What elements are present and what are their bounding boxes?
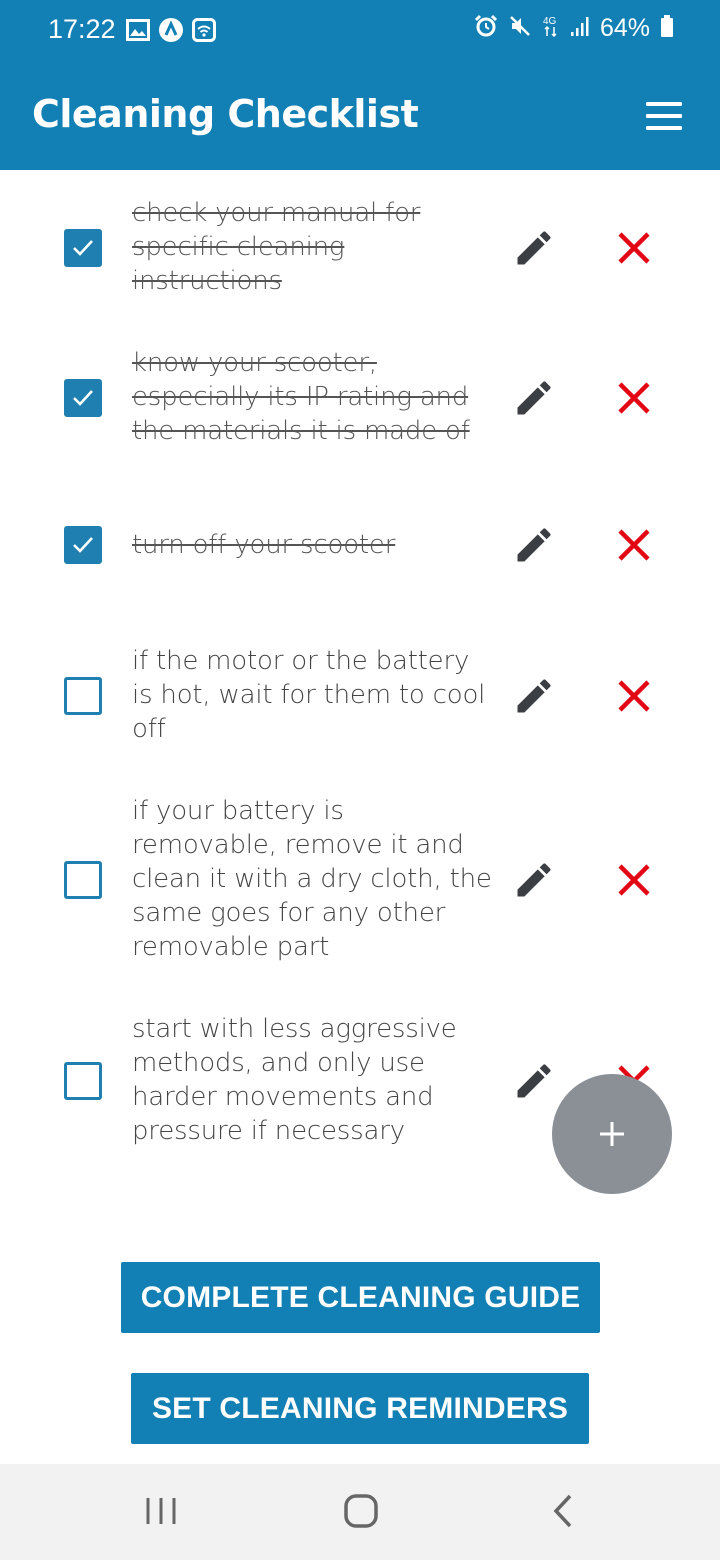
set-cleaning-reminders-button[interactable]: SET CLEANING REMINDERS [131, 1373, 589, 1444]
svg-text:4G: 4G [542, 16, 557, 27]
4g-data-icon [542, 14, 560, 43]
item-text: if your battery is removable, remove it and clean it with a dry cloth, the same goes for any other removable part [132, 796, 492, 962]
item-checkbox[interactable] [64, 1062, 102, 1100]
status-time: 17:22 [48, 14, 116, 44]
system-nav-bar [0, 1464, 720, 1560]
wifi-calling-icon [192, 18, 216, 47]
item-text: check your manual for specific cleaning instructions [132, 198, 421, 296]
back-icon[interactable] [538, 1486, 588, 1536]
app-bar [0, 62, 720, 170]
pencil-icon[interactable] [512, 226, 556, 270]
close-icon[interactable] [616, 527, 652, 563]
battery-icon [660, 14, 674, 43]
add-item-button[interactable] [552, 1074, 672, 1194]
complete-cleaning-guide-button[interactable]: COMPLETE CLEANING GUIDE [121, 1262, 600, 1333]
item-checkbox[interactable] [64, 861, 102, 899]
item-checkbox[interactable] [64, 526, 102, 564]
status-icons-right [474, 14, 674, 43]
close-icon[interactable] [616, 230, 652, 266]
pencil-icon[interactable] [512, 376, 556, 420]
pencil-icon[interactable] [512, 523, 556, 567]
pencil-icon[interactable] [512, 1059, 556, 1103]
app-notification-icon [158, 17, 184, 48]
recent-apps-icon[interactable] [136, 1486, 186, 1536]
hamburger-menu-icon[interactable] [646, 102, 682, 130]
alarm-icon [474, 14, 498, 43]
status-icons-left [126, 17, 216, 48]
item-checkbox[interactable] [64, 379, 102, 417]
close-icon[interactable] [616, 862, 652, 898]
plus-icon [597, 1119, 627, 1149]
item-checkbox[interactable] [64, 677, 102, 715]
signal-icon [570, 14, 590, 43]
pencil-icon[interactable] [512, 674, 556, 718]
item-checkbox[interactable] [64, 229, 102, 267]
mute-icon [508, 14, 532, 43]
item-text: turn off your scooter [132, 530, 396, 560]
status-bar [0, 0, 720, 62]
close-icon[interactable] [616, 678, 652, 714]
close-icon[interactable] [616, 380, 652, 416]
image-icon [126, 19, 150, 46]
page-title: Cleaning Checklist [32, 92, 419, 136]
item-text: if the motor or the battery is hot, wait for them to cool off [132, 646, 486, 744]
item-text: know your scooter, especially its IP rating and the materials it is made of [132, 348, 470, 446]
pencil-icon[interactable] [512, 858, 556, 902]
item-text: start with less aggressive methods, and only use harder movements and pressure if necessary [132, 1014, 457, 1146]
battery-percent: 64% [599, 14, 650, 42]
home-icon[interactable] [336, 1486, 386, 1536]
